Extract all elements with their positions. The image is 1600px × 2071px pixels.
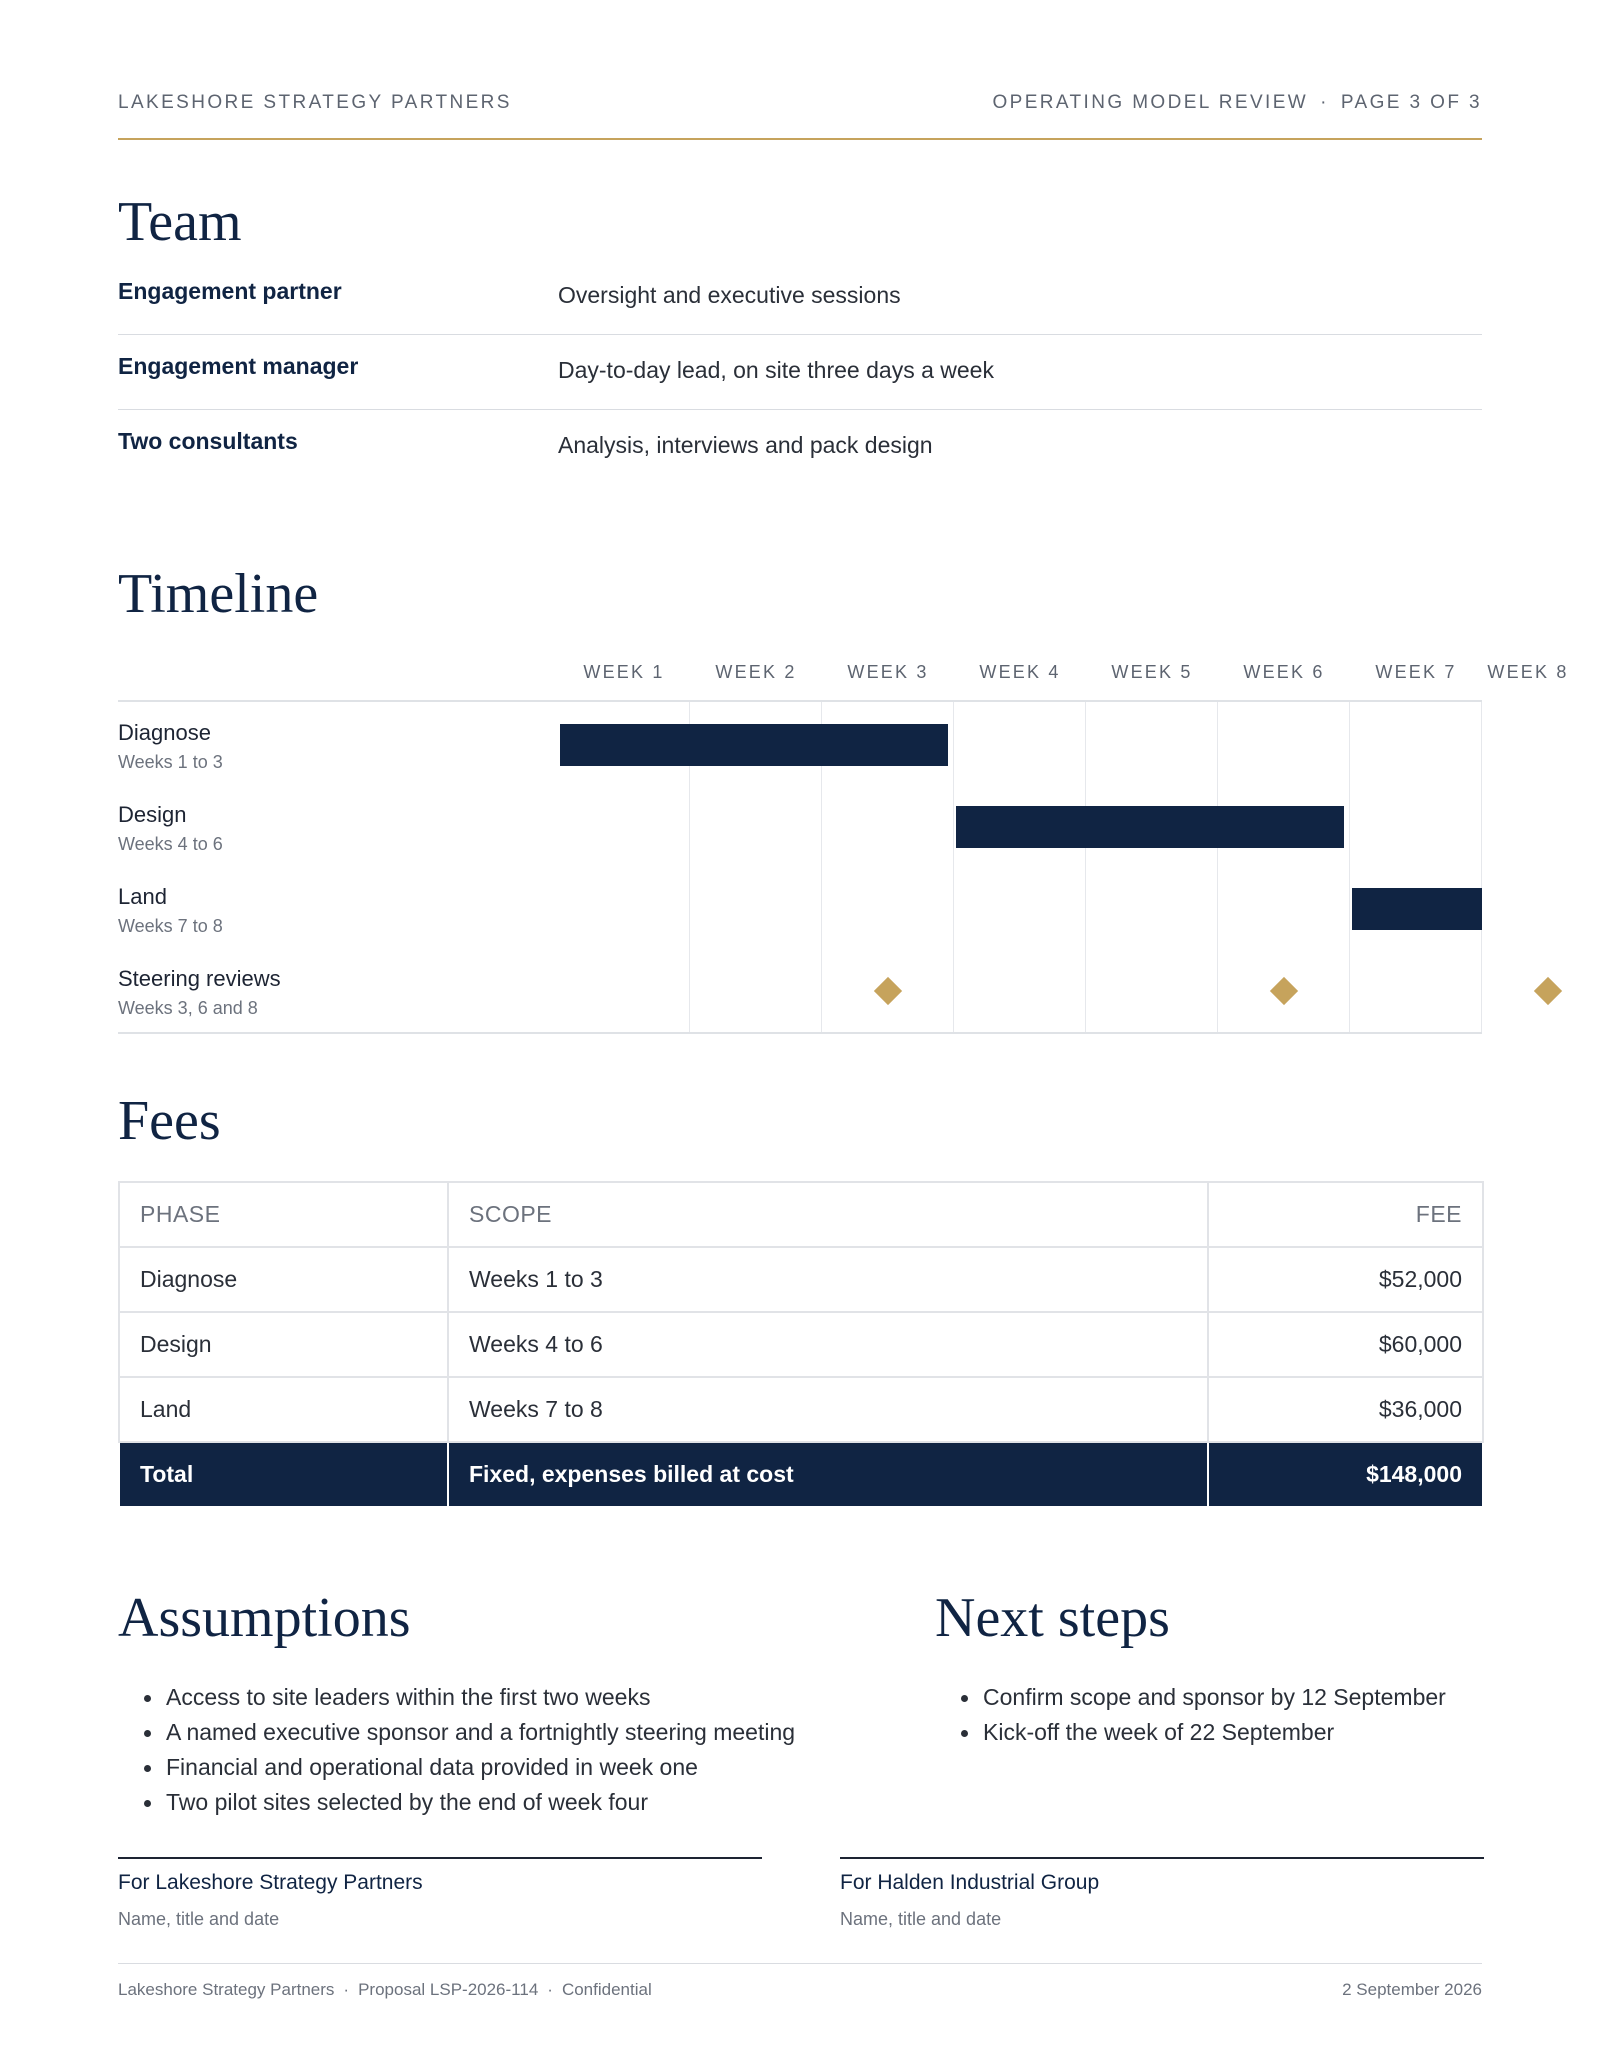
next-steps-heading: Next steps (935, 1587, 1170, 1649)
table-row (119, 1377, 1483, 1442)
phase-cell: Land (119, 1377, 448, 1442)
milestone-diamond (874, 977, 902, 1005)
timeline-row-land (118, 884, 223, 937)
fees-table (118, 1181, 1484, 1508)
week-label: WEEK 8 (1487, 662, 1569, 682)
week-gridline (1349, 702, 1350, 1032)
timeline-row-weeks: Weeks 3, 6 and 8 (118, 998, 258, 1018)
footer-proposal: Proposal LSP-2026-114 (358, 1980, 539, 1999)
fees-heading: Fees (118, 1090, 221, 1152)
team-role: Engagement manager (118, 353, 359, 379)
firm-name: LAKESHORE STRATEGY PARTNERS (118, 92, 512, 113)
total-label: Total (119, 1442, 448, 1507)
milestone-diamond (1270, 977, 1298, 1005)
week-gridline (953, 702, 954, 1032)
signature-hint: Name, title and date (840, 1909, 1002, 1929)
footer-meta (118, 1980, 652, 2000)
team-row (118, 410, 1482, 484)
separator-dot: · (343, 1980, 350, 1999)
phase-cell: Diagnose (119, 1247, 448, 1312)
column-header-fee: FEE (1208, 1182, 1483, 1247)
timeline-row-diagnose (118, 720, 223, 773)
document-title: OPERATING MODEL REVIEW (992, 92, 1309, 113)
scope-cell: Weeks 1 to 3 (448, 1247, 1208, 1312)
scope-cell: Weeks 7 to 8 (448, 1377, 1208, 1442)
week-label: WEEK 5 (1111, 662, 1193, 682)
week-gridline (1085, 702, 1086, 1032)
timeline-row-weeks: Weeks 1 to 3 (118, 752, 223, 772)
team-description: Analysis, interviews and pack design (558, 432, 933, 458)
timeline-header (118, 650, 1569, 702)
table-row (119, 1247, 1483, 1312)
page-header (118, 88, 1482, 140)
footer-firm: Lakeshore Strategy Partners (118, 1980, 335, 1999)
team-role: Two consultants (118, 428, 298, 454)
total-fee: $148,000 (1208, 1442, 1483, 1507)
timeline-chart (118, 650, 1569, 1040)
team-row (118, 335, 1482, 410)
separator-dot: · (547, 1980, 553, 1999)
milestone-diamond (1534, 977, 1562, 1005)
fee-cell: $52,000 (1208, 1247, 1483, 1312)
signature-party: For Lakeshore Strategy Partners (118, 1871, 423, 1894)
timeline-row-name: Design (118, 802, 187, 827)
table-row (119, 1312, 1483, 1377)
next-steps-list (955, 1680, 1446, 1750)
timeline-heading: Timeline (118, 563, 319, 625)
separator-dot: · (1320, 92, 1329, 113)
timeline-row-weeks: Weeks 7 to 8 (118, 916, 223, 936)
timeline-bar (956, 806, 1344, 848)
week-label: WEEK 4 (979, 662, 1061, 682)
footer-confidential: Confidential (561, 1980, 652, 1999)
signature-block-lakeshore (118, 1857, 762, 1930)
timeline-row-design (118, 802, 223, 855)
timeline-row-weeks: Weeks 4 to 6 (118, 834, 223, 854)
team-list (118, 260, 1482, 484)
week-gridline (1217, 702, 1218, 1032)
team-row (118, 260, 1482, 335)
list-item: Confirm scope and sponsor by 12 September (955, 1680, 1446, 1715)
week-label: WEEK 1 (583, 662, 665, 682)
table-header-row (119, 1182, 1483, 1247)
week-gridline (1481, 702, 1482, 1032)
footer-date: 2 September 2026 (1342, 1980, 1482, 1999)
timeline-row-name: Land (118, 884, 167, 909)
total-scope: Fixed, expenses billed at cost (448, 1442, 1208, 1507)
phase-cell: Design (119, 1312, 448, 1377)
list-item: Kick-off the week of 22 September (955, 1715, 1446, 1750)
page-number: PAGE 3 OF 3 (1340, 92, 1482, 113)
week-label: WEEK 6 (1243, 662, 1325, 682)
team-heading: Team (118, 191, 242, 253)
week-label: WEEK 7 (1375, 662, 1457, 682)
assumptions-list (138, 1680, 795, 1820)
signature-block-halden (840, 1857, 1484, 1930)
team-description: Day-to-day lead, on site three days a week (558, 357, 994, 383)
timeline-row-name: Steering reviews (118, 966, 281, 991)
timeline-bar (1352, 888, 1482, 930)
week-label: WEEK 3 (847, 662, 929, 682)
team-role: Engagement partner (118, 278, 342, 304)
doc-meta (992, 92, 1482, 114)
total-row (119, 1442, 1483, 1507)
list-item: Two pilot sites selected by the end of week four (138, 1785, 795, 1820)
signature-hint: Name, title and date (118, 1909, 280, 1929)
assumptions-heading: Assumptions (118, 1587, 411, 1649)
list-item: A named executive sponsor and a fortnightly steering meeting (138, 1715, 795, 1750)
timeline-bar (560, 724, 948, 766)
timeline-baseline (118, 1032, 1482, 1034)
column-header-scope: SCOPE (448, 1182, 1208, 1247)
fee-cell: $36,000 (1208, 1377, 1483, 1442)
list-item: Financial and operational data provided in week one (138, 1750, 795, 1785)
fee-cell: $60,000 (1208, 1312, 1483, 1377)
signature-party: For Halden Industrial Group (840, 1871, 1100, 1894)
scope-cell: Weeks 4 to 6 (448, 1312, 1208, 1377)
list-item: Access to site leaders within the first two weeks (138, 1680, 795, 1715)
team-description: Oversight and executive sessions (558, 282, 901, 308)
page-footer (118, 1963, 1482, 1999)
timeline-row-steering (118, 966, 281, 1019)
column-header-phase: PHASE (119, 1182, 448, 1247)
week-label: WEEK 2 (715, 662, 797, 682)
timeline-row-name: Diagnose (118, 720, 211, 745)
